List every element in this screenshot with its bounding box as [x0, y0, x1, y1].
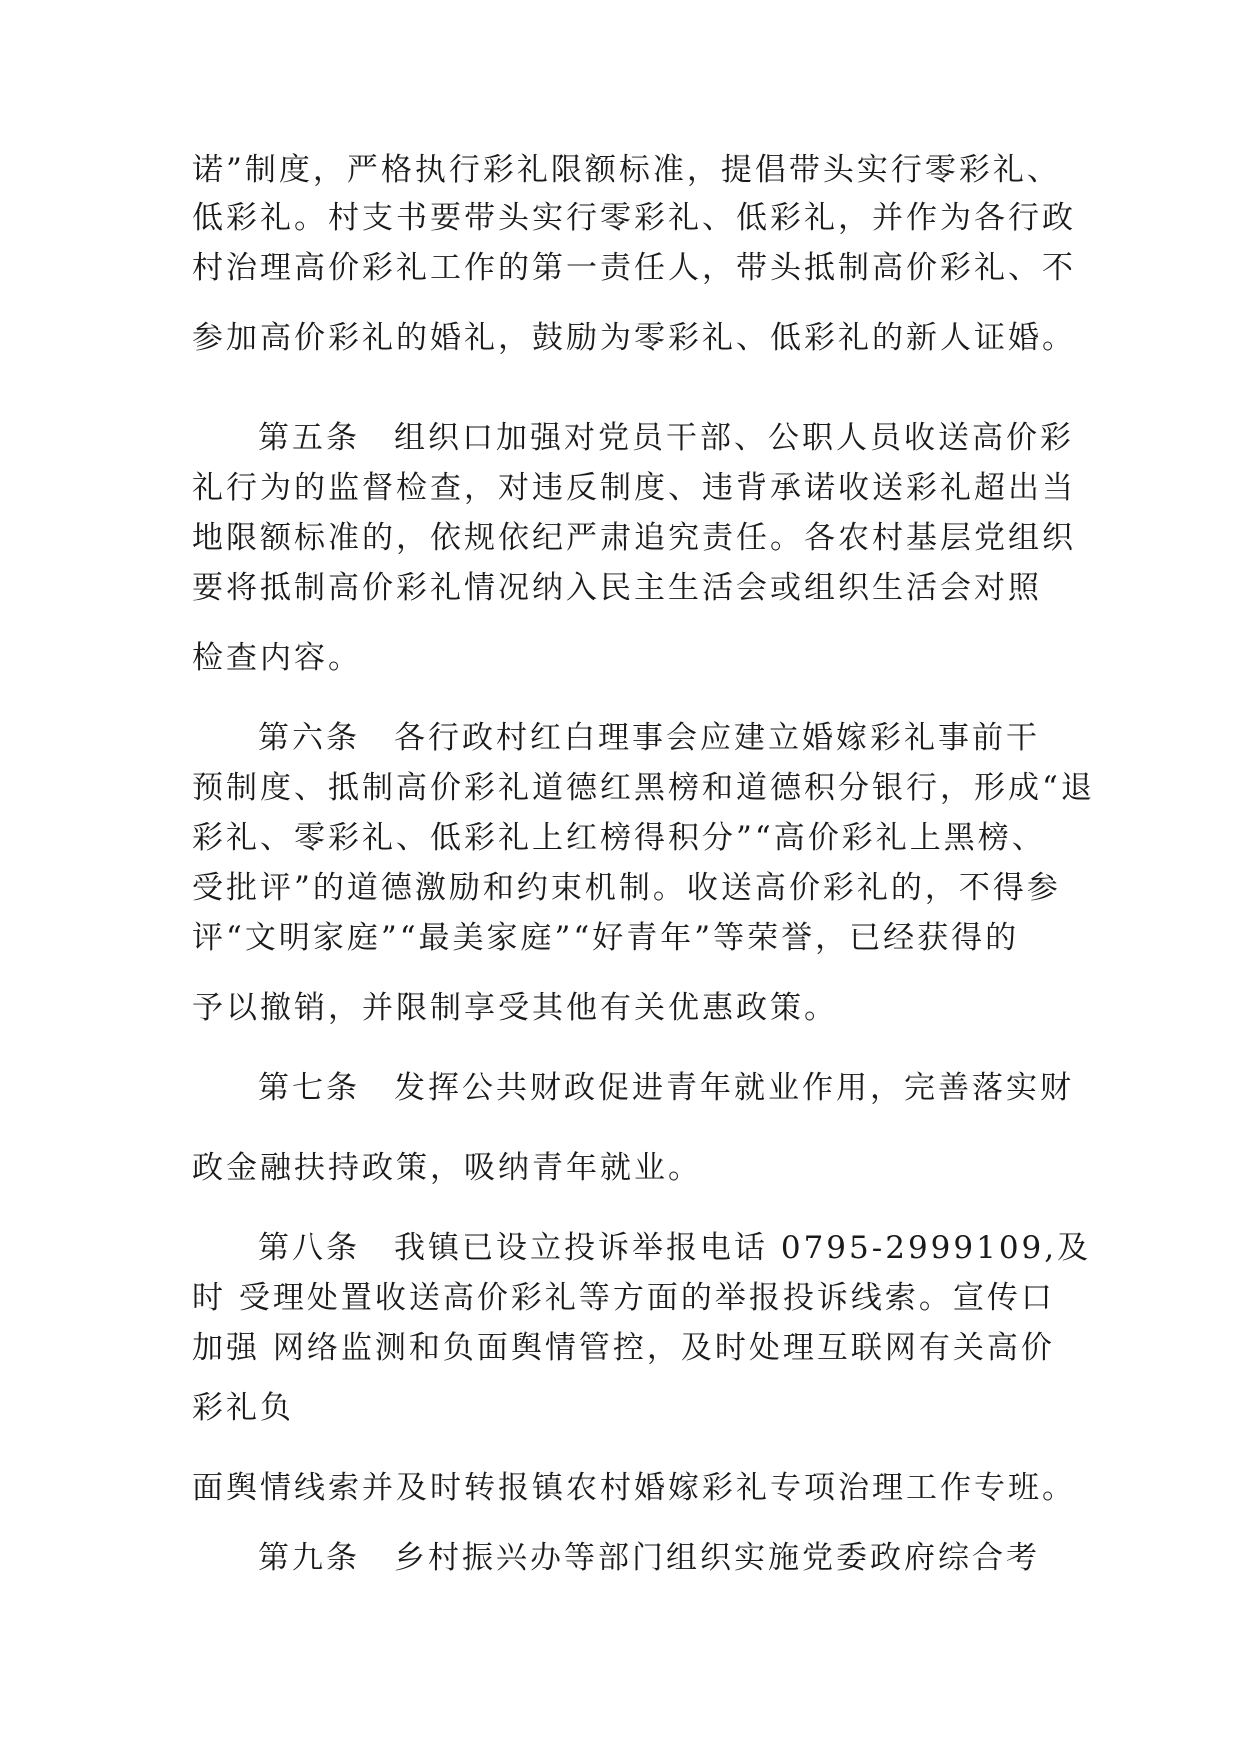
text-line: 预制度、抵制高价彩礼道德红黑榜和道德积分银行，形成“退 [192, 770, 1095, 806]
text-line: 彩礼、零彩礼、低彩礼上红榜得积分”“高价彩礼上黑榜、 [192, 820, 1046, 856]
article-7-heading-line: 第七条 发挥公共财政促进青年就业作用，完善落实财 [258, 1070, 1074, 1106]
text-line: 评“文明家庭”“最美家庭”“好青年”等荣誉，已经获得的 [192, 920, 1020, 956]
article-5-heading-line: 第五条 组织口加强对党员干部、公职人员收送高价彩 [258, 420, 1074, 456]
text-line: 礼行为的监督检查，对违反制度、违背承诺收送彩礼超出当 [192, 470, 1076, 506]
text-line: 诺”制度，严格执行彩礼限额标准，提倡带头实行零彩礼、 [192, 152, 1061, 188]
article-9-heading-line: 第九条 乡村振兴办等部门组织实施党委政府综合考 [258, 1540, 1040, 1576]
article-8-heading-line: 第八条 我镇已设立投诉举报电话 0795-2999109,及 [258, 1230, 1092, 1266]
text-line: 面舆情线索并及时转报镇农村婚嫁彩礼专项治理工作专班。 [192, 1470, 1076, 1506]
text-line: 予以撤销，并限制享受其他有关优惠政策。 [192, 990, 838, 1026]
text-line: 彩礼负 [192, 1390, 294, 1426]
text-line: 检查内容。 [192, 640, 362, 676]
text-line: 时 受理处置收送高价彩礼等方面的举报投诉线索。宣传口 [192, 1280, 1055, 1316]
text-line: 参加高价彩礼的婚礼，鼓励为零彩礼、低彩礼的新人证婚。 [192, 320, 1076, 356]
article-6-heading-line: 第六条 各行政村红白理事会应建立婚嫁彩礼事前干 [258, 720, 1040, 756]
text-line: 低彩礼。村支书要带头实行零彩礼、低彩礼，并作为各行政 [192, 200, 1076, 236]
text-line: 受批评”的道德激励和约束机制。收送高价彩礼的，不得参 [192, 870, 1061, 906]
text-line: 政金融扶持政策，吸纳青年就业。 [192, 1150, 702, 1186]
text-line: 村治理高价彩礼工作的第一责任人，带头抵制高价彩礼、不 [192, 250, 1076, 286]
text-line: 地限额标准的，依规依纪严肃追究责任。各农村基层党组织 [192, 520, 1076, 556]
text-line: 要将抵制高价彩礼情况纳入民主生活会或组织生活会对照 [192, 570, 1042, 606]
text-line: 加强 网络监测和负面舆情管控，及时处理互联网有关高价 [192, 1330, 1055, 1366]
